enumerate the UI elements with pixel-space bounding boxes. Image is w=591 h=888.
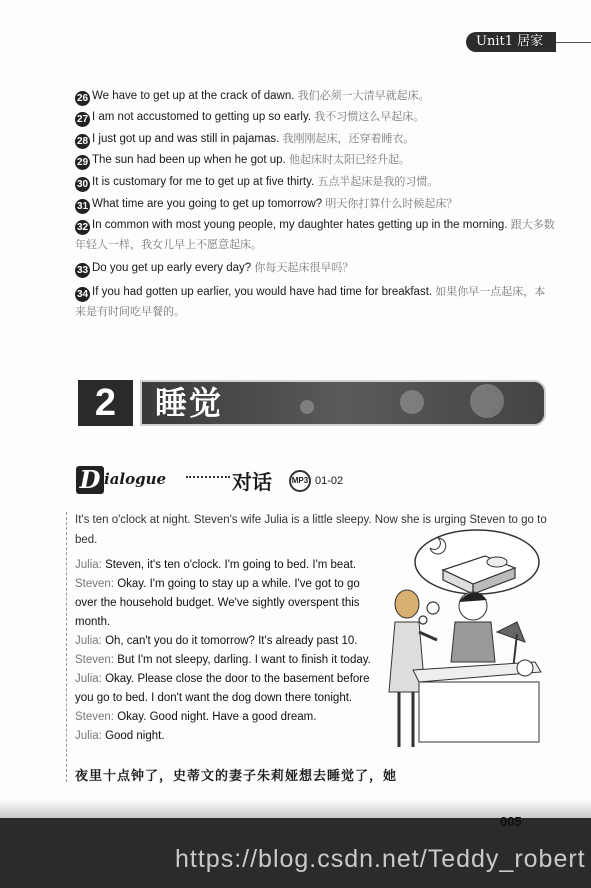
sentence-english: It is customary for me to get up at five thirty. — [92, 176, 315, 188]
man-figure — [451, 592, 495, 662]
sentence-number-badge: 32 — [76, 222, 89, 233]
sentence-number-badge: 31 — [76, 201, 89, 212]
sentence-item — [75, 129, 555, 149]
dialogue-line — [75, 727, 165, 745]
dialogue-illustration — [385, 522, 545, 762]
dialogue-text: Steven, it's ten o'clock. I'm going to bed. I'm beat. — [105, 559, 357, 571]
speaker-name: Steven: — [75, 578, 114, 590]
sentence-chinese: 如果你早一点起床，本来是有时间吃早餐的。 — [75, 285, 546, 318]
section-number: 2 — [78, 380, 133, 426]
sentence-english: The sun had been up when he got up. — [92, 154, 286, 166]
sentence-item — [75, 258, 555, 278]
sentence-item — [75, 194, 555, 214]
dialogue-line — [75, 651, 371, 669]
dialogue-text: Okay. Good night. Have a good dream. — [117, 711, 317, 723]
sentence-item — [75, 107, 555, 127]
sentence-english: We have to get up at the crack of dawn. — [92, 90, 295, 102]
speaker-name: Steven: — [75, 654, 114, 666]
section-title: 睡觉 — [155, 384, 224, 422]
sentence-number-badge: 30 — [76, 179, 89, 190]
speaker-name: Julia: — [75, 559, 102, 571]
sentence-number-badge: 26 — [76, 93, 89, 104]
sentence-chinese: 明天你打算什么时候起床？ — [325, 197, 458, 210]
sentence-number-badge: 29 — [76, 157, 89, 168]
dialogue-text: Oh, can't you do it tomorrow? It's already past 10. — [105, 635, 358, 647]
dialogue-line — [75, 575, 360, 593]
dialogue-text: over the household budget. We've sightly overspent this — [75, 597, 360, 609]
speaker-name: Julia: — [75, 730, 102, 742]
sentence-chinese: 五点半起床是我的习惯。 — [317, 175, 439, 188]
dialogue-line — [75, 632, 357, 650]
dialogue-line — [75, 689, 352, 707]
sentence-item — [75, 150, 555, 170]
dialogue-heading-chinese: 对话 — [232, 472, 272, 494]
dialogue-text: Okay. I'm going to stay up a while. I've got to go — [117, 578, 360, 590]
speaker-name: Julia: — [75, 635, 102, 647]
dialogue-text: But I'm not sleepy, darling. I want to finish it today. — [117, 654, 371, 666]
audio-track-number: 01-02 — [315, 475, 344, 487]
dialogue-line — [75, 556, 356, 574]
dialogue-intro: It's ten o'clock at night. Steven's wife Julia is a little sleepy. Now she is urging Steven to go to bed. — [75, 514, 547, 546]
sentence-number-badge: 34 — [76, 289, 89, 300]
dialogue-text: Okay. Please close the door to the basement before — [105, 673, 370, 685]
desk-front — [419, 682, 539, 742]
sentence-chinese: 你每天起床很早吗？ — [254, 261, 354, 274]
sentence-english: If you had gotten up earlier, you would have had time for breakfast. — [92, 286, 433, 298]
sentence-number-badge: 27 — [76, 114, 89, 125]
sentence-english: Do you get up early every day? — [92, 262, 252, 274]
sentence-item — [75, 86, 555, 106]
header-rule — [556, 42, 591, 43]
sentence-number-badge: 28 — [76, 136, 89, 147]
unit-tab: Unit1 居家 — [466, 32, 556, 52]
dialogue-text: month. — [75, 616, 111, 628]
dialogue-line — [75, 594, 360, 612]
banner-decoration-dot — [300, 400, 314, 414]
sentence-english: What time are you going to get up tomorrow? — [92, 198, 323, 210]
speaker-name: Julia: — [75, 673, 102, 685]
sentence-english: In common with most young people, my daughter hates getting up in the morning. — [92, 219, 508, 231]
sentence-chinese: 他起床时太阳已经升起。 — [288, 153, 410, 166]
dialogue-line — [75, 613, 110, 631]
dialogue-letter-box: D — [76, 466, 104, 494]
banner-decoration-dot — [470, 384, 504, 418]
sentence-english: I just got up and was still in pajamas. — [92, 133, 280, 145]
dialogue-text: you go to bed. I don't want the dog down there tonight. — [75, 692, 353, 704]
dotted-leader — [186, 476, 230, 478]
sentence-chinese: 我刚刚起床，还穿着睡衣。 — [282, 132, 415, 145]
dialogue-line — [75, 708, 316, 726]
chinese-translation: 夜里十点钟了，史蒂文的妻子朱莉娅想去睡觉了，她 — [75, 769, 398, 784]
dialogue-heading: ialogue — [104, 470, 167, 488]
watermark: https://blog.csdn.net/Teddy_robert — [175, 845, 586, 873]
sentence-item — [75, 215, 555, 255]
sentence-chinese: 我不习惯这么早起床。 — [314, 110, 425, 123]
sentence-number-badge: 33 — [76, 265, 89, 276]
sentence-item — [75, 172, 555, 192]
sentence-english: I am not accustomed to getting up so early. — [92, 111, 312, 123]
dialogue-line — [75, 670, 370, 688]
banner-decoration-dot — [400, 390, 424, 414]
mp3-icon: MP3 — [289, 470, 311, 492]
thought-bubble-dot — [419, 616, 427, 624]
sentence-chinese: 跟大多数年轻人一样，我女儿早上不愿意起床。 — [75, 218, 555, 251]
page-number: 005 — [500, 814, 522, 829]
sentence-item — [75, 282, 555, 322]
speaker-name: Steven: — [75, 711, 114, 723]
thought-bubble-dot — [427, 602, 439, 614]
dashed-margin-line — [66, 512, 67, 782]
cupcake-icon — [517, 660, 533, 676]
sentence-chinese: 我们必须一大清早就起床。 — [297, 89, 430, 102]
dialogue-text: Good night. — [105, 730, 165, 742]
